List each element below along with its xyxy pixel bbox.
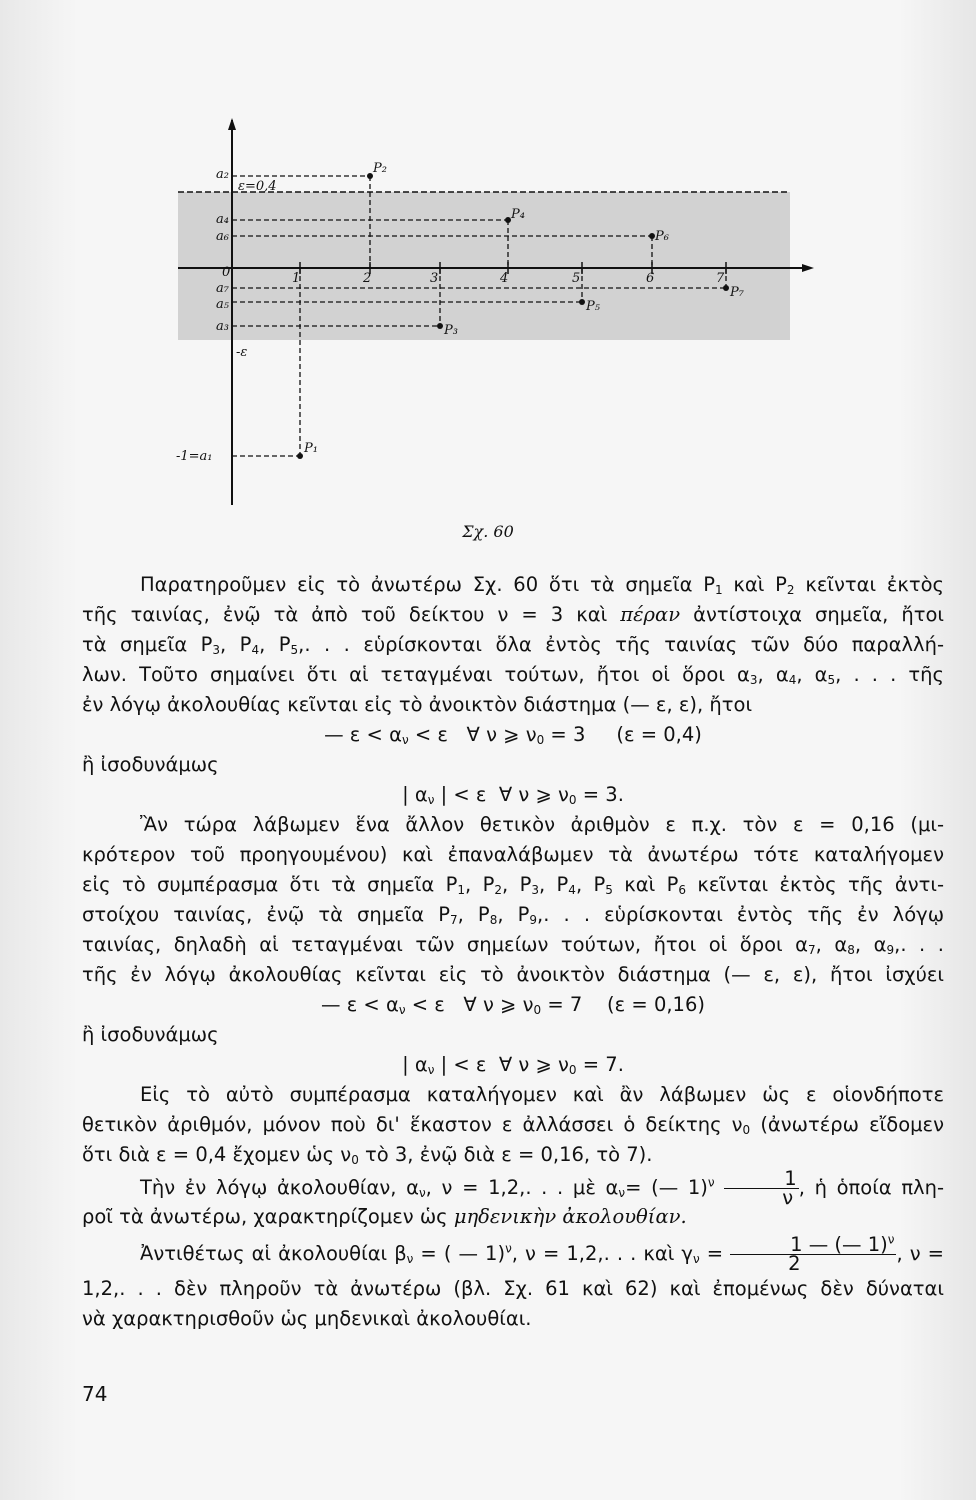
label-a4: a₄ bbox=[216, 212, 229, 227]
text-line: Ἂν τώρα λάβωμεν ἕνα ἄλλον θετικὸν ἀριθμὸν ε π.χ. τὸν ε = 0,16 (μι- bbox=[140, 813, 944, 836]
text-line: Ἀντιθέτως αἱ ἀκολουθίαι $\beta_\nu$ = ( — 1)$^\nu$, ν = 1,2,. . . καὶ $\gamma_\nu$ = $\frac{1 — (— 1)^\nu}{2}$ , ν = bbox=[140, 1232, 944, 1275]
x-label-6: 6 bbox=[646, 271, 655, 286]
point-label-p7: P₇ bbox=[730, 285, 744, 300]
text-line: 1,2,. . . δὲν πληροῦν τὰ ἀνωτέρω (βλ. Σχ. 61 καὶ 62) καὶ ἐπομένως δὲν δύναται bbox=[82, 1277, 944, 1300]
formula-line: | $\alpha_\nu$ | < ε ∀ ν ⩾ $\nu_0 = 3$. bbox=[402, 783, 624, 807]
point-label-p4: P₄ bbox=[511, 207, 525, 222]
label-a3: a₃ bbox=[216, 319, 229, 334]
x-axis-arrow bbox=[802, 264, 814, 272]
text-line: λων. Τοῦτο σημαίνει ὅτι αἱ τεταγμέναι τούτων, ἤτοι οἱ ὅροι $\alpha_3$, $\alpha_4$, $\alpha_5$, . . . τῆς bbox=[82, 663, 944, 687]
formula-line: — $\varepsilon < \alpha_\nu < \varepsilon$ ∀ ν ⩾ $\nu_0 = 7$ (ε = 0,16) bbox=[321, 993, 705, 1017]
text-line: τὰ σημεῖα $P_3$, $P_4$, $P_5$,. . . εὑρίσκονται ὅλα ἐντὸς τῆς ταινίας τῶν δύο παραλλή- bbox=[82, 633, 944, 657]
x-label-3: 3 bbox=[430, 271, 439, 286]
sequence-plot bbox=[160, 110, 820, 510]
x-label-5: 5 bbox=[572, 271, 581, 286]
formula-line: — $\varepsilon < \alpha_\nu < \varepsilon$ ∀ ν ⩾ $\nu_0 = 3$ (ε = 0,4) bbox=[324, 723, 702, 747]
text-line: ροῖ τὰ ἀνωτέρω, χαρακτηρίζομεν ὡς μηδενικὴν ἀκολουθίαν. bbox=[82, 1205, 687, 1228]
label-a7: a₇ bbox=[216, 281, 229, 296]
point-label-p3: P₃ bbox=[444, 323, 458, 338]
point-label-p2: P₂ bbox=[373, 161, 387, 176]
label-a1: -1=a₁ bbox=[176, 449, 213, 464]
formula-line: | $\alpha_\nu$ | < ε ∀ ν ⩾ $\nu_0 = 7$. bbox=[402, 1053, 624, 1077]
text-line: νὰ χαρακτηρισθοῦν ὡς μηδενικαὶ ἀκολουθίαι. bbox=[82, 1307, 532, 1330]
label-epsilon: ε=0,4 bbox=[238, 179, 277, 194]
text-line: Εἰς τὸ αὐτὸ συμπέρασμα καταλήγομεν καὶ ἂν λάβωμεν ὡς ε οἱονδήποτε bbox=[140, 1083, 944, 1106]
point-label-p5: P₅ bbox=[586, 299, 600, 314]
page-number: 74 bbox=[82, 1382, 108, 1406]
label-a6: a₆ bbox=[216, 229, 229, 244]
text-line: ἢ ἰσοδυνάμως bbox=[82, 753, 219, 776]
point-label-p1: P₁ bbox=[304, 441, 318, 456]
x-label-7: 7 bbox=[716, 271, 725, 286]
label-neg-epsilon: -ε bbox=[236, 345, 248, 360]
label-a5: a₅ bbox=[216, 297, 229, 312]
text-line: εἰς τὸ συμπέρασμα ὅτι τὰ σημεῖα $P_1$, $P_2$, $P_3$, $P_4$, $P_5$ καὶ $P_6$ κεῖνται ἐκτὸς τῆς ἀντι- bbox=[82, 873, 945, 897]
label-origin: 0 bbox=[222, 265, 231, 280]
text-line: ἐν λόγῳ ἀκολουθίας κεῖνται εἰς τὸ ἀνοικτὸν διάστημα (— ε, ε), ἤτοι bbox=[82, 693, 753, 716]
text-line: τῆς ἐν λόγῳ ἀκολουθίας κεῖνται εἰς τὸ ἀνοικτὸν διάστημα (— ε, ε), ἤτοι ἰσχύει bbox=[82, 963, 944, 986]
point-label-p6: P₆ bbox=[655, 229, 669, 244]
text-line: κρότερον τοῦ προηγουμένου) καὶ ἐπαναλάβωμεν τὰ ἀνωτέρω τότε καταλήγομεν bbox=[82, 843, 944, 866]
x-label-2: 2 bbox=[363, 271, 372, 286]
x-label-4: 4 bbox=[500, 271, 509, 286]
text-line: ὅτι διὰ ε = 0,4 ἔχομεν ὡς $\nu_0$ τὸ 3, ἐνῷ διὰ ε = 0,16, τὸ 7). bbox=[82, 1143, 653, 1167]
label-a2: a₂ bbox=[216, 167, 229, 182]
figure-60 bbox=[160, 110, 820, 510]
x-label-1: 1 bbox=[292, 271, 301, 286]
text-line: Τὴν ἐν λόγῳ ἀκολουθίαν, $\alpha_\nu$, ν = 1,2,. . . μὲ $\alpha_\nu=$ (— 1)$^\nu$ $\frac{1}{\nu}$ , ἡ ὁποία πλη- bbox=[140, 1167, 944, 1209]
text-line: ταινίας, δηλαδὴ αἱ τεταγμέναι τῶν σημείων τούτων, ἤτοι οἱ ὅροι $\alpha_7$, $\alpha_8$, $\alpha_9$,. . . bbox=[82, 933, 944, 957]
y-axis-arrow bbox=[228, 118, 236, 130]
body-text bbox=[82, 570, 944, 1334]
text-line: ἢ ἰσοδυνάμως bbox=[82, 1023, 219, 1046]
figure-caption: Σχ. 60 bbox=[462, 522, 514, 541]
text-line: θετικὸν ἀριθμόν, μόνον ποὺ δι' ἕκαστον ε ἀλλάσσει ὁ δείκτης $\nu_0$ (ἀνωτέρω εἴδομεν bbox=[82, 1113, 944, 1137]
text-line: στοίχου ταινίας, ἐνῷ τὰ σημεῖα $P_7$, $P_8$, $P_9$,. . . εὑρίσκονται ἐντὸς τῆς ἐν λόγῳ bbox=[82, 903, 945, 927]
text-line: Παρατηροῦμεν εἰς τὸ ἀνωτέρω Σχ. 60 ὅτι τὰ σημεῖα $P_1$ καὶ $P_2$ κεῖνται ἐκτὸς bbox=[140, 573, 944, 597]
epsilon-band bbox=[178, 192, 790, 340]
text-line: τῆς ταινίας, ἐνῷ τὰ ἀπὸ τοῦ δείκτου ν = 3 καὶ πέραν ἀντίστοιχα σημεῖα, ἤτοι bbox=[82, 603, 945, 626]
